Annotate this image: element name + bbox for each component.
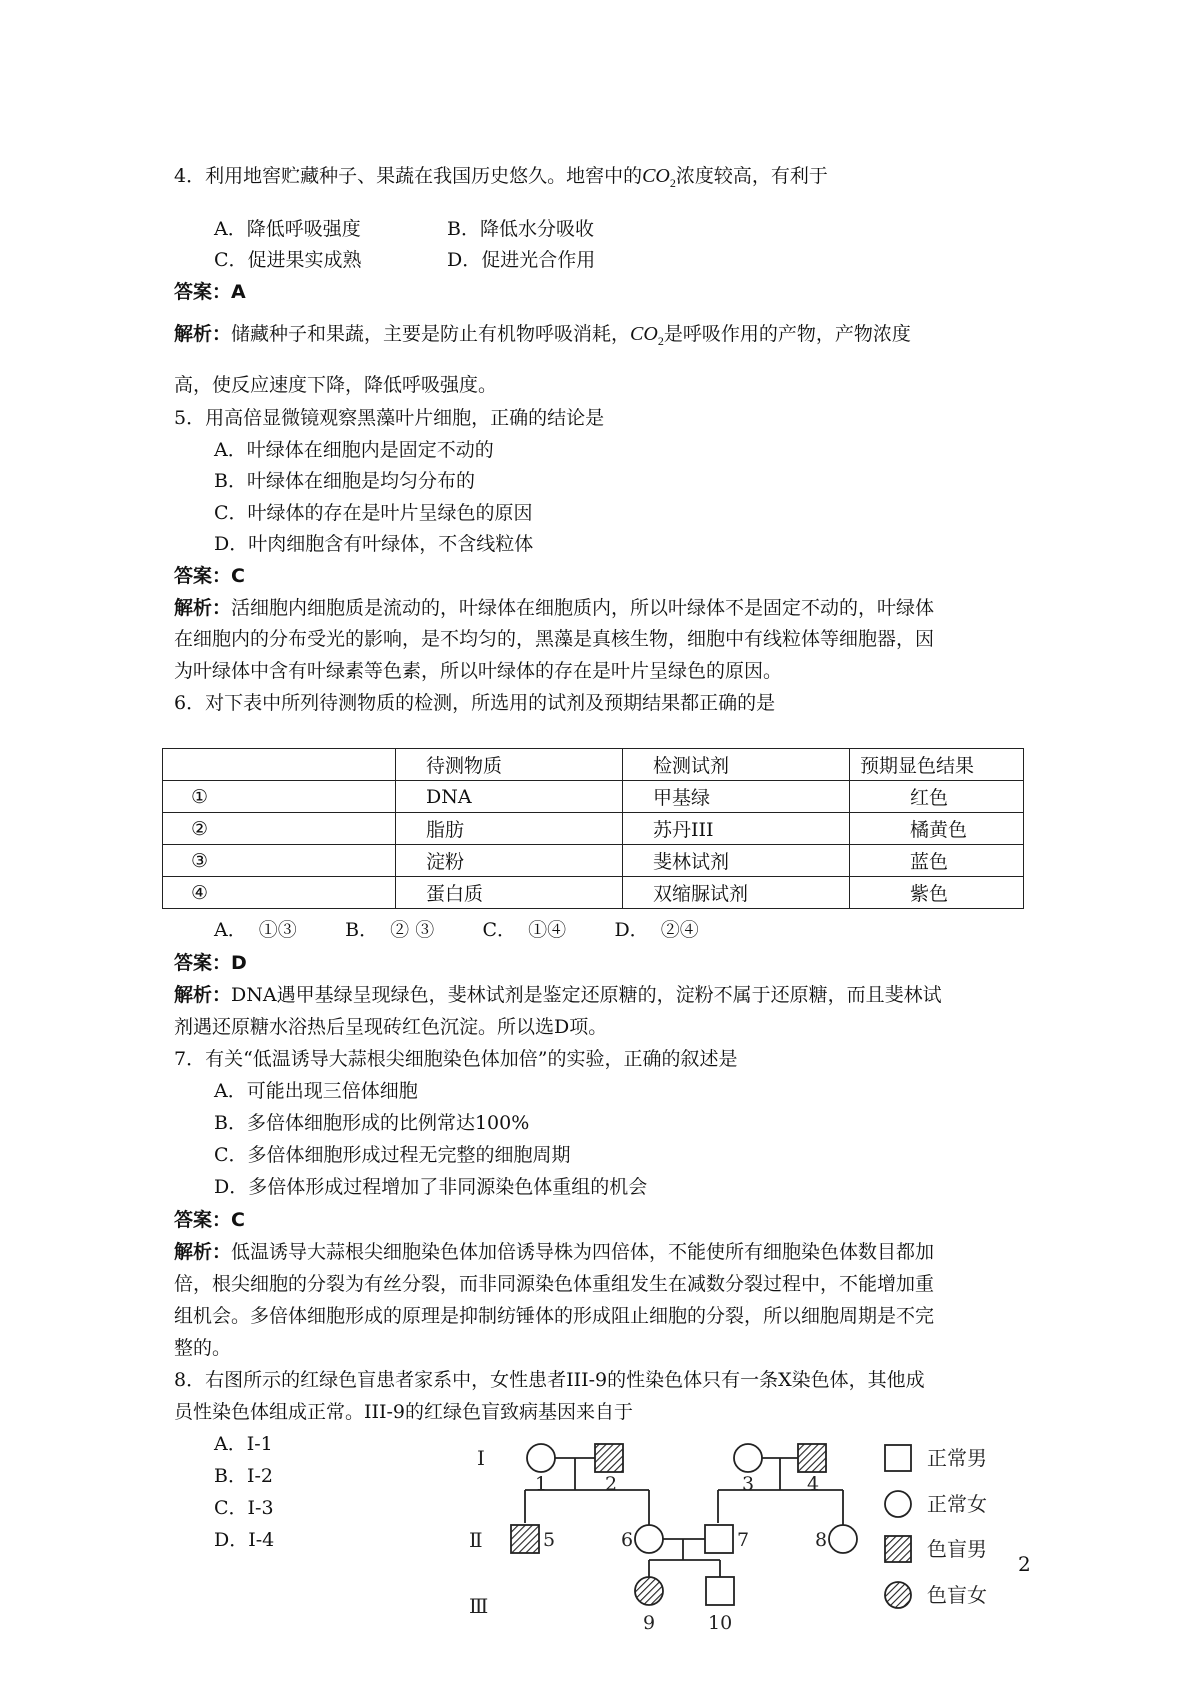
table-cell: 蓝色	[850, 845, 1024, 877]
table-cell: DNA	[396, 781, 623, 813]
normal-female-symbol	[734, 1444, 762, 1472]
q5-analysis-line-3: 为叶绿体中含有叶绿素等色素，所以叶绿体的存在是叶片呈绿色的原因。	[174, 660, 783, 682]
legend-normal-female-label: 正常女	[927, 1492, 987, 1516]
q8-stem-line-2: 员性染色体组成正常。III-9的红绿色盲致病基因来自于	[174, 1401, 634, 1423]
q5-analysis-line-2: 在细胞内的分布受光的影响，是不均匀的，黑藻是真核生物，细胞中有线粒体等细胞器，因	[174, 628, 935, 650]
q7-option-d: D．多倍体形成过程增加了非同源染色体重组的机会	[214, 1176, 648, 1198]
q4-option-d: D．促进光合作用	[447, 249, 596, 271]
co2-formula: $CO_2$	[642, 165, 676, 190]
table-cell: ②	[163, 813, 396, 845]
individual-number: 3	[742, 1473, 755, 1495]
q4-analysis-line-2: 高，使反应速度下降，降低呼吸强度。	[174, 374, 498, 396]
legend-affected-male-label: 色盲男	[927, 1537, 987, 1561]
affected-female-symbol	[635, 1577, 663, 1605]
q4-analysis-line-1: 解析：储藏种子和果蔬，主要是防止有机物呼吸消耗，$CO_2$是呼吸作用的产物，产物浓度	[174, 323, 911, 348]
generation-label: Ⅰ	[477, 1446, 485, 1470]
q6-analysis-line-1: 解析：DNA遇甲基绿呈现绿色，斐林试剂是鉴定还原糖的，淀粉不属于还原糖，而且斐林试	[174, 984, 942, 1006]
q8-option-a: A．Ⅰ-1	[214, 1433, 273, 1455]
affected-male-symbol	[511, 1525, 539, 1553]
q4-option-b: B．降低水分吸收	[447, 218, 594, 240]
table-row	[163, 781, 1024, 813]
individual-number: 9	[643, 1612, 656, 1634]
q7-option-b: B．多倍体细胞形成的比例常达100%	[214, 1112, 530, 1134]
q5-option-c: C．叶绿体的存在是叶片呈绿色的原因	[214, 502, 533, 524]
q5-stem: 5．用高倍显微镜观察黑藻叶片细胞，正确的结论是	[174, 407, 605, 429]
generation-label: Ⅲ	[469, 1594, 489, 1618]
table-cell: 淀粉	[396, 845, 623, 877]
table-cell: 双缩脲试剂	[623, 877, 850, 909]
q7-answer: 答案：C	[174, 1209, 245, 1231]
individual-number: 7	[737, 1529, 750, 1551]
normal-female-symbol	[527, 1444, 555, 1472]
normal-male-symbol	[706, 1577, 734, 1605]
individual-number: 10	[708, 1612, 733, 1634]
affected-male-symbol	[595, 1444, 623, 1472]
q8-stem-line-1: 8．右图所示的红绿色盲患者家系中，女性患者III-9的性染色体只有一条X染色体，其他成	[174, 1369, 925, 1391]
table-header-cell: 预期显色结果	[850, 749, 1024, 781]
q5-option-b: B．叶绿体在细胞是均匀分布的	[214, 470, 475, 492]
table-row	[163, 845, 1024, 877]
q7-analysis-line-2: 倍，根尖细胞的分裂为有丝分裂，而非同源染色体重组发生在减数分裂过程中，不能增加重	[174, 1273, 935, 1295]
q7-analysis-line-3: 组机会。多倍体细胞形成的原理是抑制纺锤体的形成阻止细胞的分裂，所以细胞周期是不完	[174, 1305, 935, 1327]
individual-number: 1	[535, 1473, 548, 1495]
table-header-row	[163, 749, 1024, 781]
table-header-cell	[163, 749, 396, 781]
individual-number: 6	[621, 1529, 634, 1551]
page-number: 2	[1018, 1552, 1031, 1576]
table-cell: 斐林试剂	[623, 845, 850, 877]
q5-option-a: A．叶绿体在细胞内是固定不动的	[214, 439, 494, 461]
table-cell: ④	[163, 877, 396, 909]
table-header-cell: 检测试剂	[623, 749, 850, 781]
q7-analysis-line-4: 整的。	[174, 1337, 232, 1359]
q7-stem: 7．有关“低温诱导大蒜根尖细胞染色体加倍”的实验，正确的叙述是	[174, 1048, 738, 1070]
q5-option-d: D．叶肉细胞含有叶绿体，不含线粒体	[214, 533, 534, 555]
legend-normal-male-label: 正常男	[927, 1446, 987, 1470]
normal-male-symbol	[705, 1525, 733, 1553]
q4-stem: 4．利用地窖贮藏种子、果蔬在我国历史悠久。地窖中的$CO_2$浓度较高，有利于	[174, 165, 828, 190]
table-cell: ①	[163, 781, 396, 813]
table-cell: 红色	[850, 781, 1024, 813]
legend-affected-female-icon	[885, 1582, 911, 1608]
table-cell: 甲基绿	[623, 781, 850, 813]
normal-female-symbol	[635, 1525, 663, 1553]
individual-number: 2	[605, 1473, 618, 1495]
q7-option-a: A．可能出现三倍体细胞	[214, 1080, 418, 1102]
pedigree-diagram	[455, 1425, 1055, 1685]
legend-normal-female-icon	[885, 1491, 911, 1517]
q5-analysis-line-1: 解析：活细胞内细胞质是流动的，叶绿体在细胞质内，所以叶绿体不是固定不动的，叶绿体	[174, 597, 935, 619]
table-cell: 紫色	[850, 877, 1024, 909]
table-cell: 苏丹III	[623, 813, 850, 845]
q5-answer: 答案：C	[174, 565, 245, 587]
q6-stem: 6．对下表中所列待测物质的检测，所选用的试剂及预期结果都正确的是	[174, 692, 776, 714]
table-row	[163, 877, 1024, 909]
legend-normal-male-icon	[885, 1445, 911, 1471]
q6-answer: 答案：D	[174, 952, 247, 974]
table-cell: 脂肪	[396, 813, 623, 845]
q7-analysis-line-1: 解析：低温诱导大蒜根尖细胞染色体加倍诱导株为四倍体，不能使所有细胞染色体数目都加	[174, 1241, 935, 1263]
q8-option-c: C．Ⅰ-3	[214, 1497, 274, 1519]
table-cell: 蛋白质	[396, 877, 623, 909]
individual-number: 8	[815, 1529, 828, 1551]
legend-affected-female-label: 色盲女	[927, 1583, 987, 1607]
affected-male-symbol	[798, 1444, 826, 1472]
legend-affected-male-icon	[885, 1536, 911, 1562]
q8-option-d: D．Ⅰ-4	[214, 1529, 275, 1551]
table-cell: ③	[163, 845, 396, 877]
q8-option-b: B．Ⅰ-2	[214, 1465, 273, 1487]
individual-number: 4	[807, 1473, 820, 1495]
q6-table	[162, 748, 1024, 909]
individual-number: 5	[543, 1529, 556, 1551]
q4-answer: 答案：A	[174, 281, 246, 303]
table-header-cell: 待测物质	[396, 749, 623, 781]
q7-option-c: C．多倍体细胞形成过程无完整的细胞周期	[214, 1144, 571, 1166]
q4-option-a: A．降低呼吸强度	[214, 218, 361, 240]
normal-female-symbol	[829, 1525, 857, 1553]
table-row	[163, 813, 1024, 845]
generation-label: Ⅱ	[469, 1528, 483, 1552]
q6-analysis-line-2: 剂遇还原糖水浴热后呈现砖红色沉淀。所以选D项。	[174, 1016, 608, 1038]
q6-options: A． ①③ B． ② ③ C． ①④ D． ②④	[214, 919, 699, 941]
table-cell: 橘黄色	[850, 813, 1024, 845]
q4-option-c: C．促进果实成熟	[214, 249, 362, 271]
